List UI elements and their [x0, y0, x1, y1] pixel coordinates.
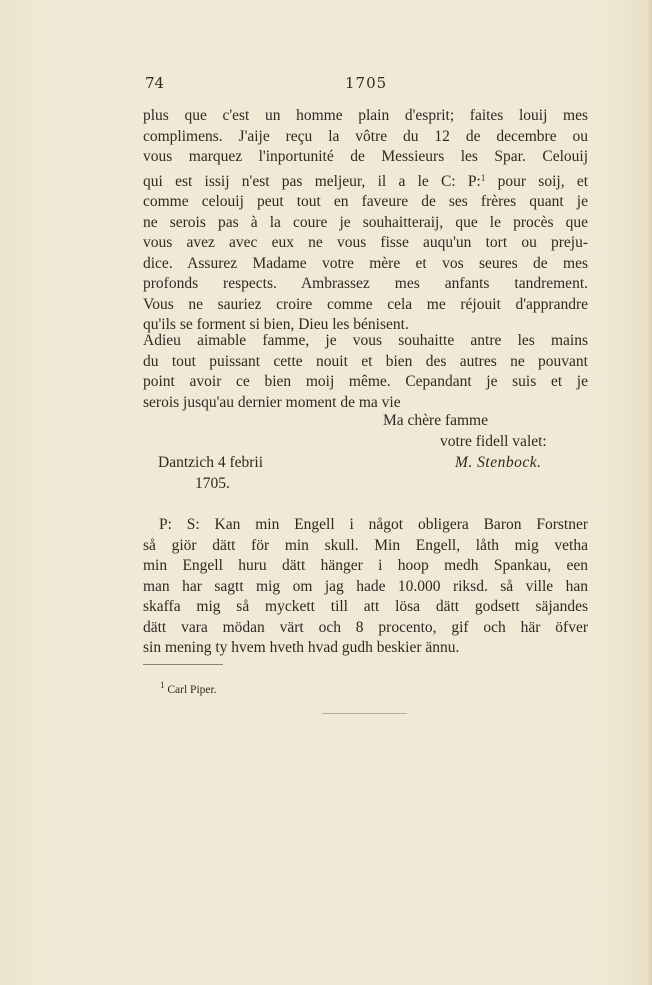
footnote-rule: [143, 664, 223, 665]
letter-year: 1705.: [195, 475, 230, 492]
text-line: skaffa mig så myckett till att lösa dätt godsett säjandes: [143, 598, 588, 615]
running-header: [145, 74, 585, 96]
text-line: min Engell huru dätt hänger i hoop medh Spankau, een: [143, 557, 588, 574]
letter-paragraph-2: [143, 331, 588, 413]
signature: M. Stenbock.: [455, 454, 542, 471]
text-line: Adieu aimable famme, je vous souhaitte antre les mains: [143, 332, 588, 349]
text-line: point avoir ce bien moij même. Cepandant je suis et je: [143, 373, 588, 390]
text-line: så giör dätt för min skull. Min Engell, låth mig vetha: [143, 536, 588, 554]
text-line: complimens. J'aije reçu la vôtre du 12 de decembre ou: [143, 127, 588, 145]
text-line: profonds respects. Ambrassez mes anfants tandrement.: [143, 275, 588, 292]
text-line: qu'ils se forment si bien, Dieu les bénisent.: [143, 316, 409, 333]
text-line: ne serois pas à la coure je souhaitteraij, que le procès que: [143, 213, 588, 231]
postscript: [143, 515, 588, 659]
closing-valediction: votre fidell valet:: [440, 433, 547, 450]
text-line: vous avez avec eux ne vous fisse auqu'un tort ou preju-: [143, 234, 588, 251]
text-line: sin mening ty hvem hveth hvad gudh beskier ännu.: [143, 639, 460, 656]
text-segment: pour soij, et: [497, 172, 589, 190]
footnote-marker: 1: [160, 680, 165, 690]
text-line: vous marquez l'inportunité de Messieurs les Spar. Celouij: [143, 148, 588, 165]
text-line: Vous ne sauriez croire comme cela me réjouit d'apprandre: [143, 295, 588, 313]
footnote-text: Carl Piper.: [167, 684, 217, 696]
text-line-with-footnote: [143, 168, 588, 193]
letter-paragraph-1: [143, 106, 588, 336]
footnote-marker: 1: [480, 172, 486, 183]
text-line: plus que c'est un homme plain d'esprit; faites louij mes: [143, 107, 588, 124]
text-line: P: S: Kan min Engell i något obligera Baron Forstner: [159, 516, 588, 533]
text-line: man har sagtt mig om jag hade 10.000 riksd. så ville han: [143, 577, 588, 595]
text-line: du tout puissant cette nouit et bien des autres ne pouvant: [143, 352, 588, 370]
page-edge: [648, 0, 652, 985]
page-number: 74: [145, 74, 165, 92]
text-segment: qui est issij n'est pas meljeur, il a le C: P:: [143, 172, 481, 190]
text-line: serois jusqu'au dernier moment de ma vie: [143, 393, 401, 411]
section-divider: [322, 713, 407, 714]
footnote: [160, 680, 217, 696]
text-line: dice. Assurez Madame votre mère et vos seures de mes: [143, 254, 588, 272]
text-line: dätt vara mödan värt och 8 procento, gif och här öfver: [143, 618, 588, 636]
running-title: 1705: [345, 74, 388, 92]
closing-salutation: Ma chère famme: [383, 412, 488, 429]
text-line: comme celouij peut tout en faveure de ses frères quant je: [143, 193, 588, 210]
place-date: Dantzich 4 febrii: [158, 454, 264, 471]
